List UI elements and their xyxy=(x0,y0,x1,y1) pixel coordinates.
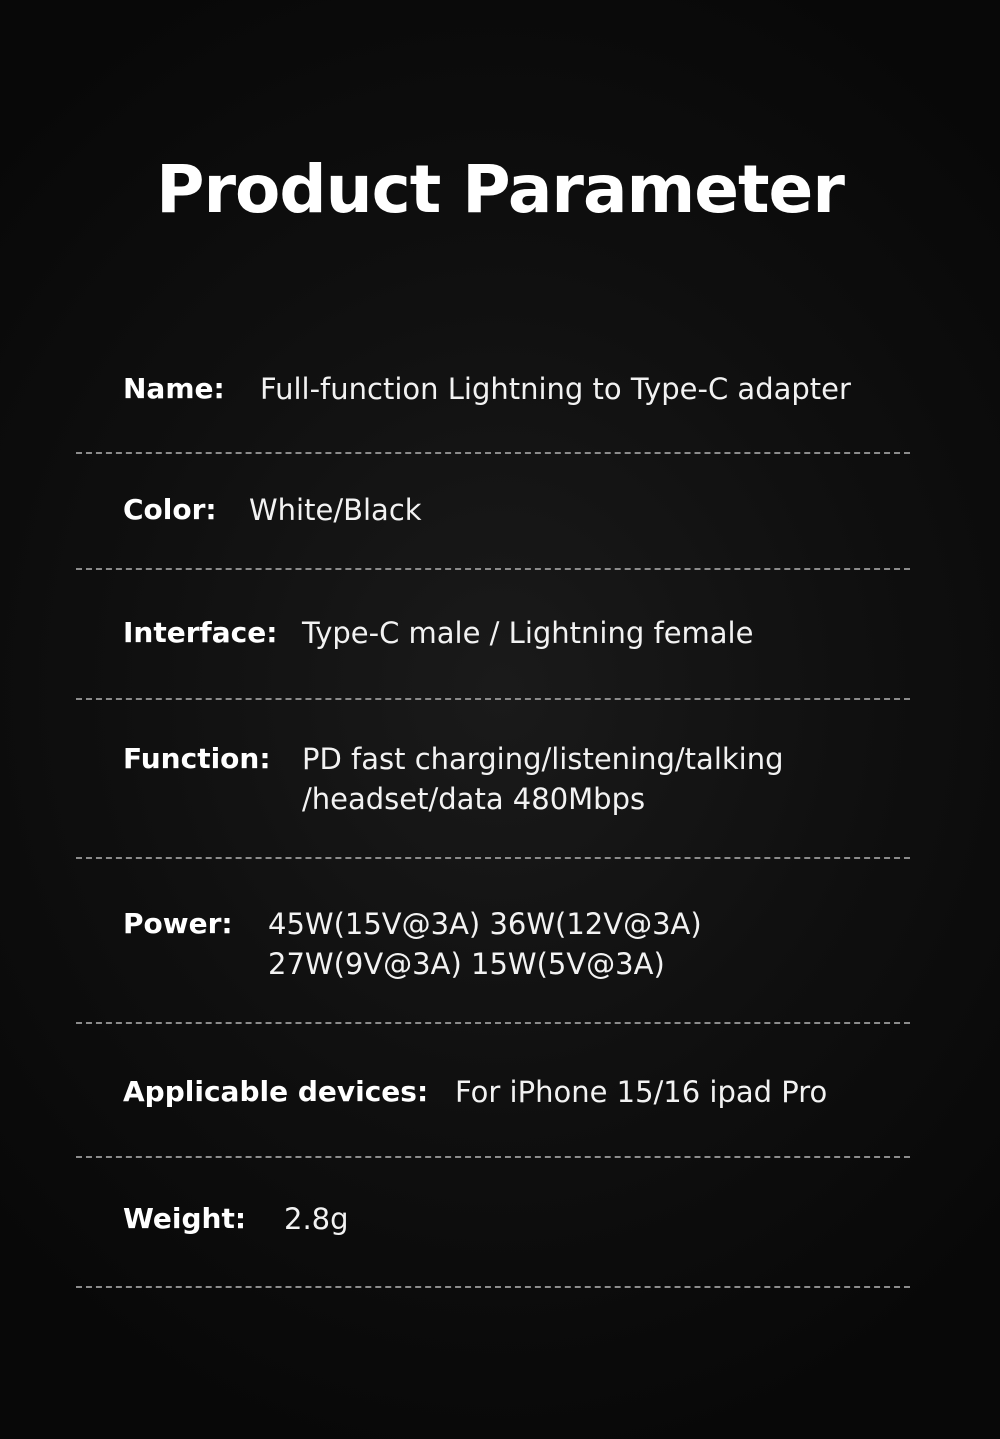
spec-value-interface xyxy=(302,613,753,653)
divider xyxy=(76,568,910,570)
spec-label-power: Power: xyxy=(123,907,233,940)
spec-value-line: Full-function Lightning to Type-C adapter xyxy=(260,372,851,406)
spec-value-line: /headset/data 480Mbps xyxy=(302,782,646,816)
spec-value-function xyxy=(302,739,784,819)
divider xyxy=(76,1156,910,1158)
spec-label-interface: Interface: xyxy=(123,616,278,649)
spec-value-line: For iPhone 15/16 ipad Pro xyxy=(455,1075,828,1109)
spec-label-function: Function: xyxy=(123,742,271,775)
spec-value-line: Type-C male / Lightning female xyxy=(302,616,754,650)
spec-value-name xyxy=(260,369,851,409)
spec-value-line: 27W(9V@3A) 15W(5V@3A) xyxy=(268,947,665,981)
divider xyxy=(76,698,910,700)
spec-value-line: PD fast charging/listening/talking xyxy=(302,742,784,776)
spec-label-name: Name: xyxy=(123,372,225,405)
spec-value-power xyxy=(268,904,702,984)
divider xyxy=(76,1286,910,1288)
spec-value-line: 2.8g xyxy=(284,1202,349,1236)
divider xyxy=(76,1022,910,1024)
spec-value-applicable-devices xyxy=(455,1072,827,1112)
spec-label-color: Color: xyxy=(123,493,217,526)
divider xyxy=(76,452,910,454)
spec-value-color xyxy=(249,490,422,530)
spec-value-line: 45W(15V@3A) 36W(12V@3A) xyxy=(268,907,702,941)
divider xyxy=(76,857,910,859)
spec-label-weight: Weight: xyxy=(123,1202,247,1235)
page-title: Product Parameter xyxy=(156,151,844,228)
spec-label-applicable-devices: Applicable devices: xyxy=(123,1075,429,1108)
spec-value-weight xyxy=(284,1199,349,1239)
spec-value-line: White/Black xyxy=(249,493,422,527)
